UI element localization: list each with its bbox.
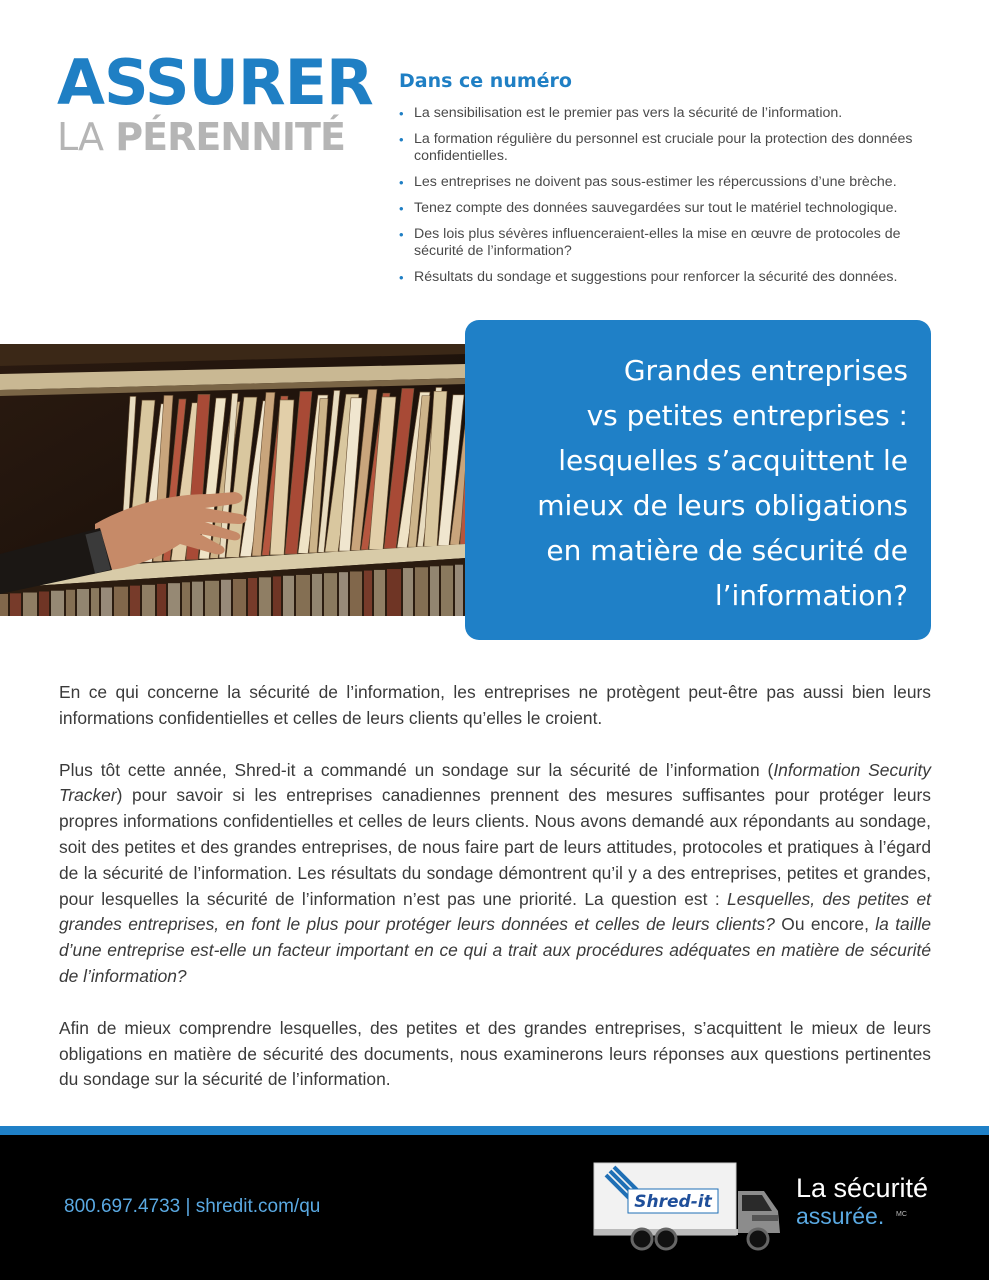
bullet-icon: • [399,270,404,285]
lower-folder-shape [205,581,219,616]
file-shelf-photo [0,344,466,616]
toc-item-text: La formation régulière du personnel est cruciale pour la protection des données confidentielles. [414,131,913,164]
lower-folder-shape [39,591,49,616]
toc-item [399,226,939,260]
toc-item-text: Les entreprises ne doivent pas sous-estimer les répercussions d’une brèche. [414,174,897,190]
p2-text-c: ) pour savoir si les entreprises canadiennes prennent des mesures suffisantes pour protéger leurs propres informations confidentielles et celles de leurs clients. Nous avons demandé aux répondants au sondage, soit des petites et des grandes entreprises, de nous faire part de leurs attitudes, protocoles et pratiques à l’égard de la sécurité de l’information. Les résultats du sondage démontrent qu’il y a des entreprises, petites et grandes, pour lesquelles la sécurité de l’information n’est pas une priorité. La question est : [59,785,931,909]
toc-item [399,200,939,217]
footer [0,1135,989,1280]
lower-folder-shape [296,575,310,616]
lower-folder-shape [233,579,246,616]
tagline [796,1173,928,1229]
truck-icon [592,1161,788,1251]
p2-italic-b: Information Security Tracker [59,759,931,806]
lower-folder-shape [387,569,401,616]
toc-item-text: La sensibilisation est le premier pas vers la sécurité de l’information. [414,105,843,121]
file-shelf-image [0,344,466,616]
footer-divider [0,1126,989,1135]
p2-italic-f: la taille d’une entreprise est-elle un facteur important en ce qui a trait aux procédures adéquates en matière de sécurité de l’information? [59,914,931,986]
lower-folder-shape [142,585,155,616]
article-paragraph-1: En ce qui concerne la sécurité de l’information, les entreprises ne protègent peut-être pas aussi bien leurs informations confidentielles et celles de leurs clients qu’elles le croient. [59,682,931,728]
toc-item [399,174,939,191]
masthead-title: ASSURER [57,46,373,119]
lower-folder-shape [23,593,37,616]
masthead-subtitle [57,114,377,160]
lower-folder-shape [374,570,385,616]
bullet-icon: • [399,227,404,242]
trademark-mark: MC [896,1211,907,1218]
lower-folder-shape [157,584,166,616]
lower-folder-shape [350,571,362,616]
lower-folder-shape [248,578,257,616]
lower-folder-shape [66,590,75,616]
lower-folder-shape [0,594,8,616]
p2-text-e: Ou encore, [774,914,876,935]
p2-italic-d: Lesquelles, des petites et grandes entreprises, en font le plus pour protéger leurs données et celles de leurs clients? [59,888,931,935]
toc-list [399,105,939,286]
contact-info[interactable]: 800.697.4733 | shredit.com/qu [64,1196,321,1217]
headline-text: Grandes entreprises vs petites entreprises : lesquelles s’acquittent le mieux de leurs obligations en matière de sécurité de l’information? [537,354,908,612]
lower-folder-shape [403,568,413,616]
lower-folder-shape [182,582,190,616]
lower-folder-shape [430,566,439,616]
lower-folder-shape [283,576,294,616]
lower-folder-shape [324,573,337,616]
toc-item [399,131,939,165]
article-body [59,680,931,1119]
lower-folder-shape [101,587,112,616]
lower-folder-shape [130,586,140,616]
lower-folder-shape [441,566,453,616]
lower-folder-shape [77,589,89,616]
lower-folder-shape [221,580,231,616]
lower-folder-shape [114,587,128,616]
lower-folder-shape [192,582,203,616]
p2-text-a: Plus tôt cette année, Shred-it a commandé un sondage sur la sécurité de l’information ( [59,759,774,780]
lower-folder-shape [455,565,463,616]
lower-folder-shape [51,591,64,616]
article-paragraph-3: Afin de mieux comprendre lesquelles, des petites et des grandes entreprises, s’acquittent le mieux de leurs obligations en matière de sécurité des documents, nous examinerons leurs réponses aux questions pertinentes du sondage sur la sécurité de l’information. [59,1017,931,1090]
lower-folder-shape [312,574,322,616]
lower-folder-shape [91,588,99,616]
lower-folder-shape [273,576,281,616]
masthead-subtitle-small: LA [57,115,104,159]
bullet-icon: • [399,201,404,216]
bullet-icon: • [399,175,404,190]
headline-callout [465,320,931,640]
truck-logo-text: Shred-it [634,1192,712,1212]
masthead [57,46,377,160]
masthead-subtitle-big: PÉRENNITÉ [115,115,345,159]
toc-title: Dans ce numéro [399,70,572,92]
lower-folder-shape [415,567,428,616]
toc-item-text: Des lois plus sévères influenceraient-elles la mise en œuvre de protocoles de sécurité de l’information? [414,226,901,259]
article-paragraph-2 [59,758,931,990]
lower-folder-shape [10,593,21,616]
tagline-line2: assurée. [796,1203,885,1229]
toc-item-text: Résultats du sondage et suggestions pour renforcer la sécurité des données. [414,269,898,285]
lower-folder-shape [259,577,271,616]
bullet-icon: • [399,106,404,121]
bullet-icon: • [399,132,404,147]
lower-folder-shape [168,583,180,616]
toc-item-text: Tenez compte des données sauvegardées sur tout le matériel technologique. [414,200,898,216]
lower-folder-shape [364,571,372,616]
toc-item [399,105,939,122]
lower-folder-shape [339,572,348,616]
toc-item [399,269,939,286]
table-of-contents [399,70,939,295]
tagline-line1: La sécurité [796,1173,929,1203]
